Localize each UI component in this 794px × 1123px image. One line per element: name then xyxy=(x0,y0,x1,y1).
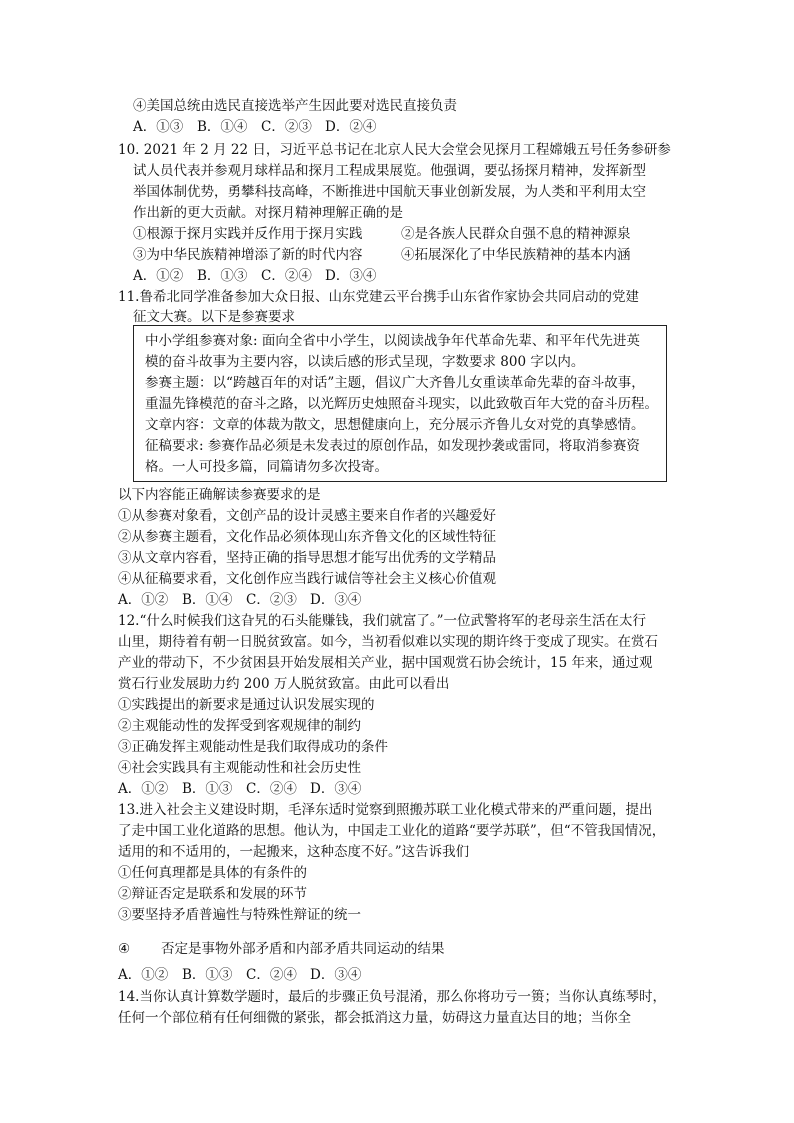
q10-item-3: ③为中华民族精神增添了新的时代内容 xyxy=(133,247,363,263)
q10-stem-line-3: 举国体制优势，勇攀科技高峰，不断推进中国航天事业创新发展，为人类和平利用太空 xyxy=(133,184,646,200)
q13-option-c: C．②④ xyxy=(246,967,297,983)
q14-stem-line-2: 任何一个部位稍有任何细微的紧张，都会抵消这力量，妨碍这力量直达目的地；当你全 xyxy=(118,1010,631,1026)
q10-option-b: B．①③ xyxy=(197,268,248,284)
q12-stem-line-1: 12.“什么时候我们这旮旯的石头能赚钱，我们就富了。”一位武警将军的老母亲生活在太行 xyxy=(118,613,647,629)
q11-option-d: D．③④ xyxy=(310,592,362,608)
q10-option-c: C．②④ xyxy=(261,268,312,284)
q13-item-3: ③要坚持矛盾普遍性与特殊性辩证的统一 xyxy=(118,907,361,923)
q10-item-2: ②是各族人民群众自强不息的精神源泉 xyxy=(401,226,631,242)
q11-stem-line-2: 征文大赛。以下是参赛要求 xyxy=(133,309,295,325)
q11-option-b: B．①④ xyxy=(182,592,233,608)
q13-option-a: A．①② xyxy=(118,967,169,983)
q13-item-4-text: 否定是事物外部矛盾和内部矛盾共同运动的结果 xyxy=(161,941,445,957)
q11-box-line-3: 参赛主题：以“跨越百年的对话”主题，倡议广大齐鲁儿女重读革命先辈的奋斗故事， xyxy=(145,375,645,391)
q12-option-a: A．①② xyxy=(118,781,169,797)
q13-option-d: D．③④ xyxy=(310,967,362,983)
q9-option-c: C．②③ xyxy=(261,119,312,135)
q14-stem-line-1: 14.当你认真计算数学题时，最后的步骤正负号混淆，那么你将功亏一篑；当你认真练琴时， xyxy=(118,989,666,1005)
q11-box-line-4: 重温先锋模范的奋斗之路，以光辉历史烛照奋斗现实，以此致敬百年大党的奋斗历程。 xyxy=(145,396,658,412)
q9-item-4: ④美国总统由选民直接选举产生因此要对选民直接负责 xyxy=(133,98,457,114)
q11-box-line-1: 中小学组参赛对象: 面向全省中小学生，以阅读战争年代革命先辈、和平年代先进英 xyxy=(145,333,640,349)
q11-stem-line-1: 11.鲁希北同学准备参加大众日报、山东党建云平台携手山东省作家协会共同启动的党建 xyxy=(118,289,639,305)
q9-options xyxy=(133,118,376,136)
q12-item-2: ②主观能动性的发挥受到客观规律的制约 xyxy=(118,718,361,734)
q12-stem-line-4: 赏石行业发展助力约 200 万人脱贫致富。由此可以看出 xyxy=(118,676,450,692)
q10-options xyxy=(133,267,376,285)
q11-item-1: ①从参赛对象看，文创产品的设计灵感主要来自作者的兴趣爱好 xyxy=(118,508,496,524)
q11-option-c: C．②③ xyxy=(246,592,297,608)
q12-item-4: ④社会实践具有主观能动性和社会历史性 xyxy=(118,760,361,776)
q10-item-4: ④拓展深化了中华民族精神的基本内涵 xyxy=(401,247,631,263)
q11-options xyxy=(118,591,361,609)
q13-item-2: ②辩证否定是联系和发展的环节 xyxy=(118,886,307,902)
q13-options xyxy=(118,966,361,984)
q10-stem-line-2: 试人员代表并参观月球样品和探月工程成果展览。他强调，要弘扬探月精神，发挥新型 xyxy=(133,163,646,179)
q10-option-a: A．①② xyxy=(133,268,184,284)
q11-item-3: ③从文章内容看，坚持正确的指导思想才能写出优秀的文学精品 xyxy=(118,550,496,566)
q9-option-b: B．①④ xyxy=(197,119,248,135)
q11-box-line-6: 征稿要求: 参赛作品必须是未发表过的原创作品，如发现抄袭或雷同，将取消参赛资 xyxy=(145,438,640,454)
q13-option-b: B．①③ xyxy=(182,967,233,983)
q13-stem-line-1: 13.进入社会主义建设时期，毛泽东适时觉察到照搬苏联工业化模式带来的严重问题，提出 xyxy=(118,802,653,818)
q11-box-line-5: 文章内容：文章的体裁为散文，思想健康向上，充分展示齐鲁儿女对党的真挚感情。 xyxy=(145,417,645,433)
q12-stem-line-2: 山里，期待着有朝一日脱贫致富。如今，当初看似难以实现的期许终于变成了现实。在赏石 xyxy=(118,634,658,650)
q9-option-d: D．②④ xyxy=(325,119,377,135)
q12-item-1: ①实践提出的新要求是通过认识发展实现的 xyxy=(118,697,375,713)
q12-options xyxy=(118,780,361,798)
q13-stem-line-3: 适用的和不适用的，一起搬来，这种态度不好。”这告诉我们 xyxy=(118,844,470,860)
q9-option-a: A．①③ xyxy=(133,119,184,135)
q12-stem-line-3: 产业的带动下，不少贫困县开始发展相关产业，据中国观赏石协会统计，15 年来，通过观 xyxy=(118,655,653,671)
q11-question: 以下内容能正确解读参赛要求的是 xyxy=(118,487,321,503)
q12-option-c: C．②④ xyxy=(246,781,297,797)
q12-item-3: ③正确发挥主观能动性是我们取得成功的条件 xyxy=(118,739,388,755)
q10-stem-line-4: 作出新的更大贡献。对探月精神理解正确的是 xyxy=(133,205,403,221)
q13-item-4-number: ④ xyxy=(118,941,131,957)
q10-stem-line-1: 10. 2021 年 2 月 22 日，习近平总书记在北京人民大会堂会见探月工程嫦娥五号任务参研参 xyxy=(118,142,671,158)
q11-item-2: ②从参赛主题看，文化作品必须体现山东齐鲁文化的区域性特征 xyxy=(118,529,496,545)
q11-item-4: ④从征稿要求看，文化创作应当践行诚信等社会主义核心价值观 xyxy=(118,571,496,587)
q13-item-1: ①任何真理都是具体的有条件的 xyxy=(118,865,307,881)
q10-option-d: D．③④ xyxy=(325,268,377,284)
q12-option-d: D．③④ xyxy=(310,781,362,797)
q12-option-b: B．①③ xyxy=(182,781,233,797)
q11-option-a: A．①② xyxy=(118,592,169,608)
q13-stem-line-2: 了走中国工业化道路的思想。他认为，中国走工业化的道路“要学苏联”，但“不管我国情况， xyxy=(118,823,666,839)
q11-box-line-7: 格。一人可投多篇，同篇请勿多次投寄。 xyxy=(145,459,388,475)
q11-box-line-2: 模的奋斗故事为主要内容，以读后感的形式呈现，字数要求 800 字以内。 xyxy=(145,354,585,370)
q10-item-1: ①根源于探月实践并反作用于探月实践 xyxy=(133,226,363,242)
